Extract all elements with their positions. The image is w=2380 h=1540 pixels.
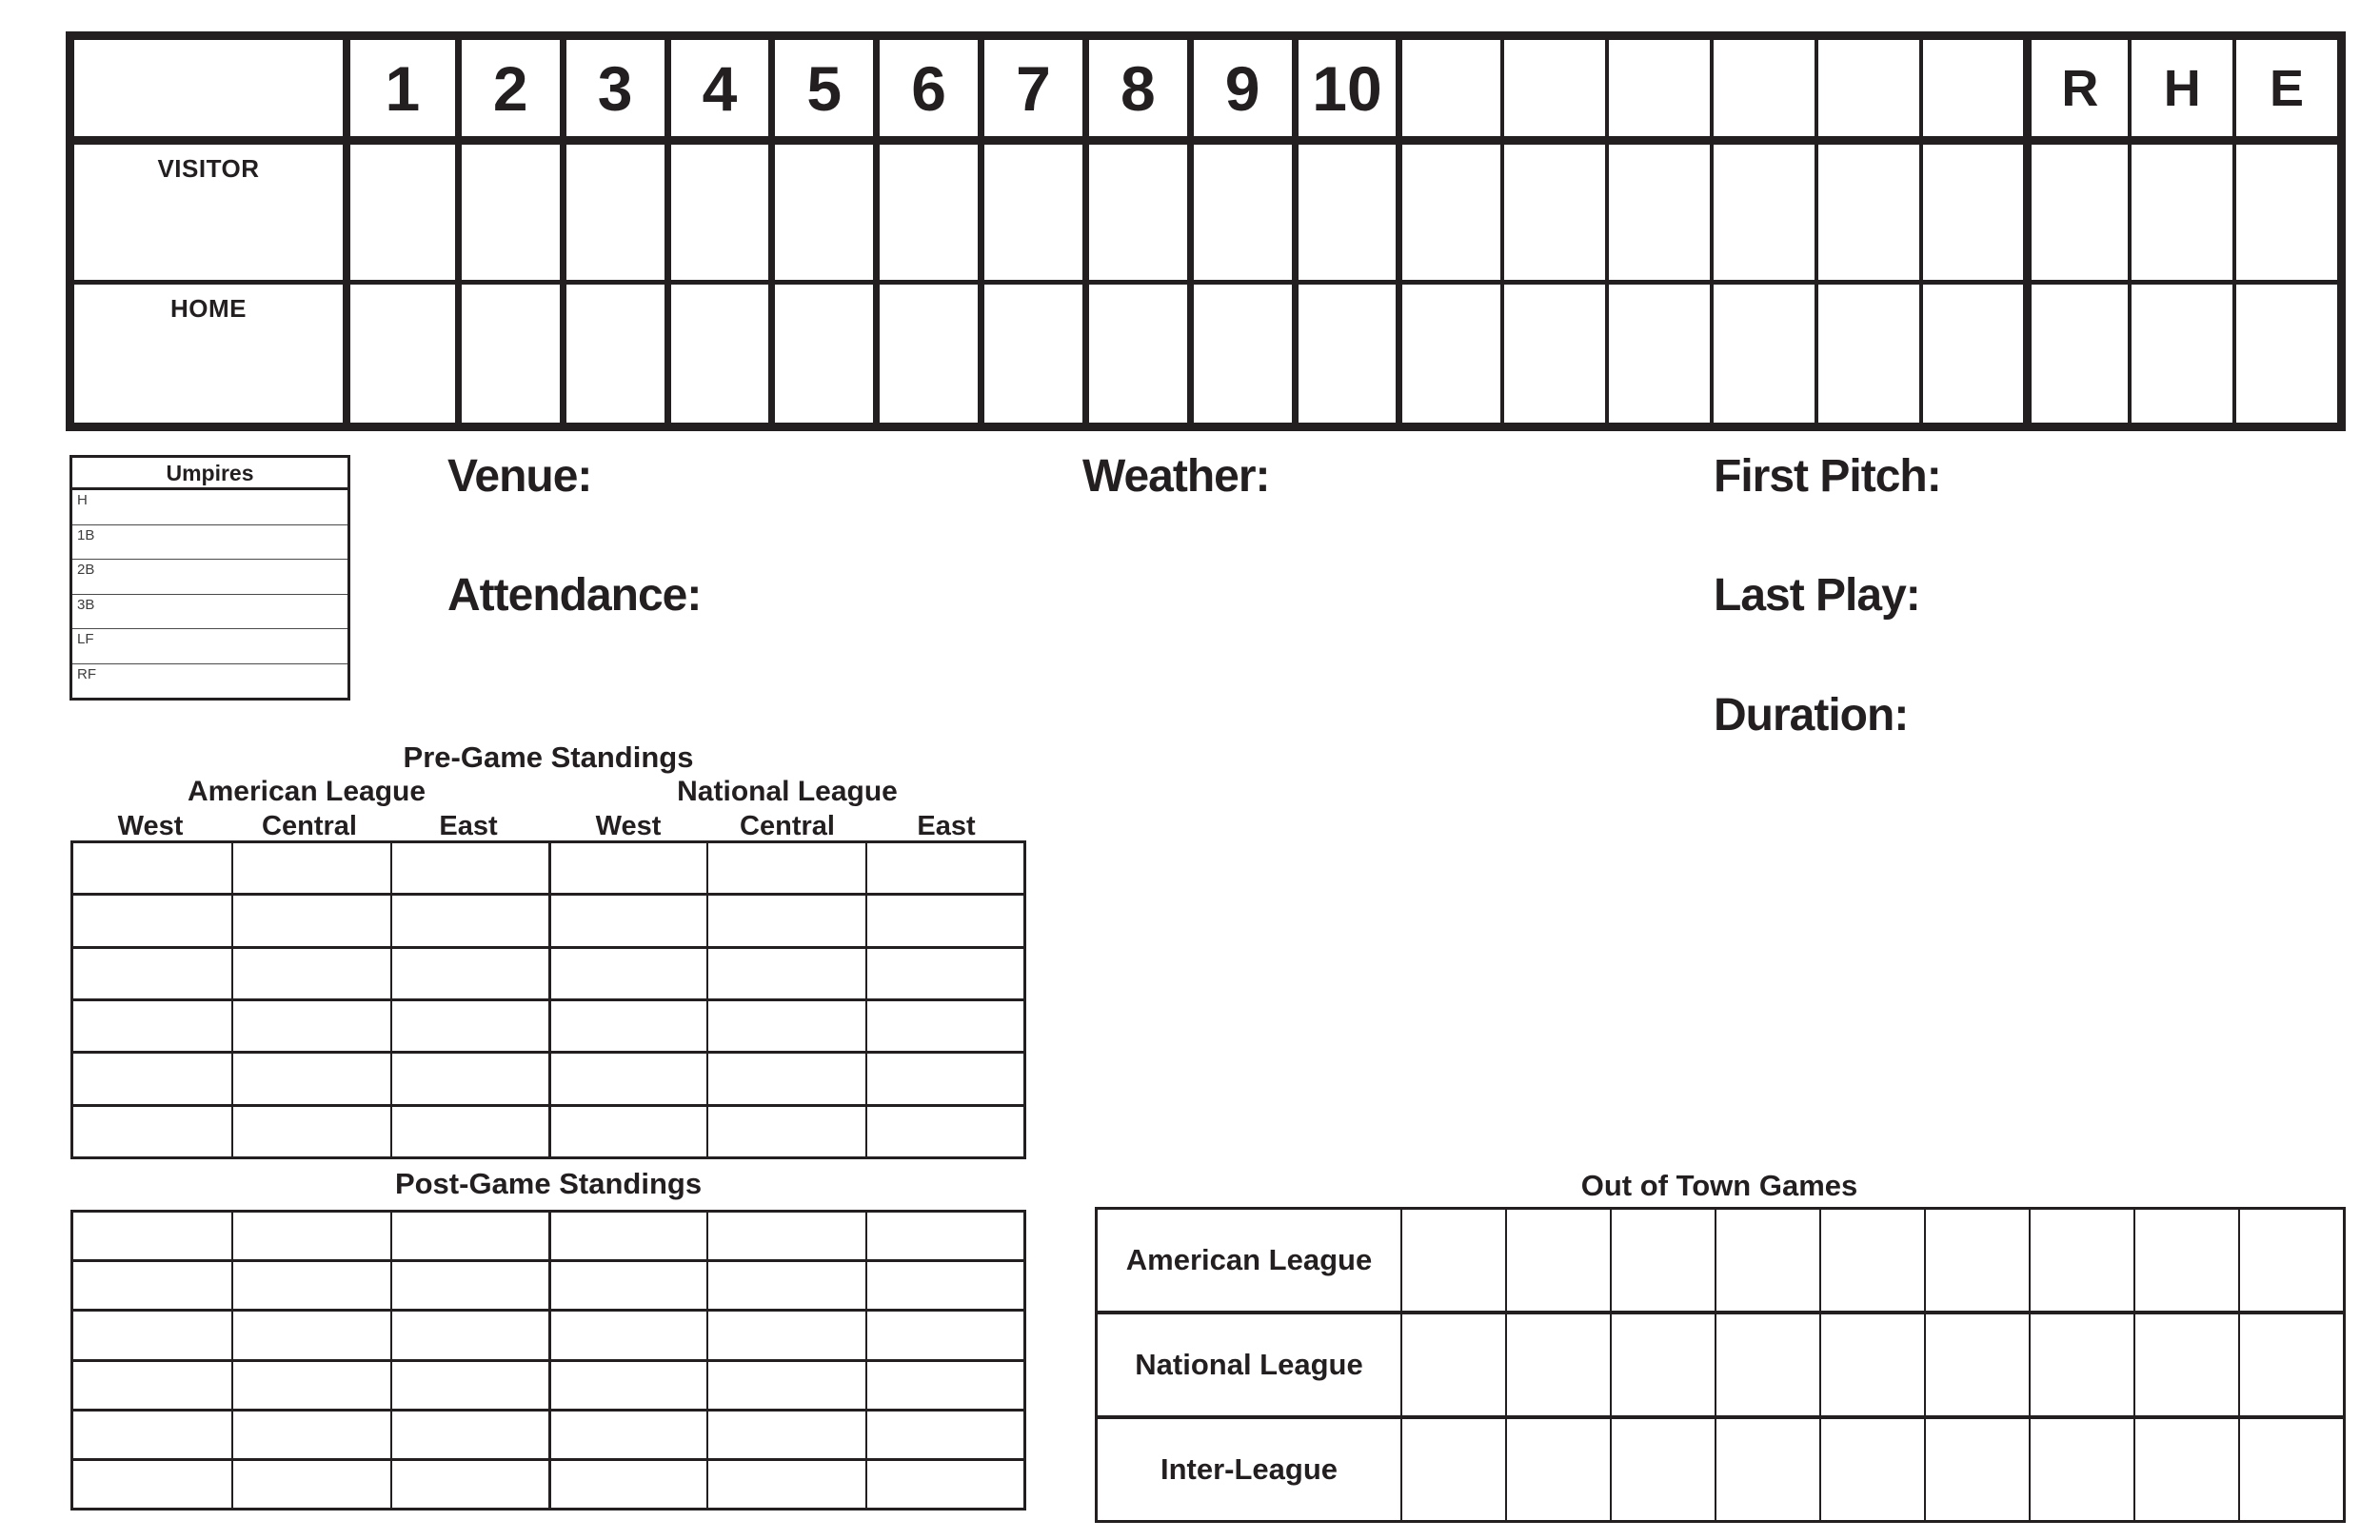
visitor-score-cell-18[interactable] <box>2128 145 2232 280</box>
inning-header-18: H <box>2128 40 2232 136</box>
postgame-r5-cell-6[interactable] <box>865 1412 1023 1458</box>
pregame-r2-cell-5[interactable] <box>706 896 864 945</box>
inning-header-5: 5 <box>768 40 873 136</box>
pregame-row-1 <box>73 843 1023 893</box>
oot-nl-game-cell-5[interactable] <box>1819 1314 1924 1415</box>
home-score-cell-3[interactable] <box>560 285 664 423</box>
postgame-r2-cell-5[interactable] <box>706 1262 864 1309</box>
postgame-r1-cell-3[interactable] <box>390 1213 548 1259</box>
oot-al-game-cell-3[interactable] <box>1610 1210 1715 1311</box>
inning-header-11 <box>1396 40 1500 136</box>
pregame-r1-cell-4[interactable] <box>548 843 706 893</box>
postgame-r5-cell-4[interactable] <box>548 1412 706 1458</box>
visitor-score-cell-10[interactable] <box>1292 145 1397 280</box>
pregame-r6-cell-1[interactable] <box>73 1107 231 1156</box>
pregame-r2-cell-1[interactable] <box>73 896 231 945</box>
scoreboard-visitor-row <box>74 145 2337 285</box>
duration-label: Duration: <box>1714 690 1909 740</box>
oot-nl-game-cell-1[interactable] <box>1400 1314 1505 1415</box>
oot-al-game-cell-8[interactable] <box>2133 1210 2238 1311</box>
scoreboard-corner-cell <box>74 40 350 136</box>
postgame-r5-cell-3[interactable] <box>390 1412 548 1458</box>
pregame-r6-cell-5[interactable] <box>706 1107 864 1156</box>
home-score-cell-9[interactable] <box>1187 285 1292 423</box>
visitor-score-cell-19[interactable] <box>2232 145 2337 280</box>
postgame-r4-cell-1[interactable] <box>73 1362 231 1409</box>
visitor-score-cell-15[interactable] <box>1815 145 1919 280</box>
pregame-standings-table <box>70 840 1026 1159</box>
home-label: HOME <box>74 285 350 423</box>
oot-al-game-cell-1[interactable] <box>1400 1210 1505 1311</box>
pregame-r2-cell-4[interactable] <box>548 896 706 945</box>
visitor-score-cell-12[interactable] <box>1500 145 1605 280</box>
oot-al-game-cell-9[interactable] <box>2238 1210 2343 1311</box>
pregame-r3-cell-3[interactable] <box>390 949 548 998</box>
postgame-r5-cell-5[interactable] <box>706 1412 864 1458</box>
pregame-r4-cell-2[interactable] <box>231 1001 389 1051</box>
oot-il-game-cell-8[interactable] <box>2133 1419 2238 1520</box>
pregame-r2-cell-6[interactable] <box>865 896 1023 945</box>
inning-header-13 <box>1605 40 1710 136</box>
pregame-r1-cell-1[interactable] <box>73 843 231 893</box>
division-header-nl-central: Central <box>740 811 835 841</box>
oot-il-game-cell-6[interactable] <box>1924 1419 2029 1520</box>
postgame-row-5 <box>73 1409 1023 1458</box>
pregame-r3-cell-2[interactable] <box>231 949 389 998</box>
postgame-r2-cell-1[interactable] <box>73 1262 231 1309</box>
linescore-scoreboard <box>66 31 2346 431</box>
postgame-row-6 <box>73 1458 1023 1508</box>
oot-nl-game-cell-8[interactable] <box>2133 1314 2238 1415</box>
visitor-score-cell-9[interactable] <box>1187 145 1292 280</box>
postgame-r4-cell-4[interactable] <box>548 1362 706 1409</box>
pregame-r4-cell-6[interactable] <box>865 1001 1023 1051</box>
american-league-heading: American League <box>187 776 426 807</box>
oot-nl-game-cell-9[interactable] <box>2238 1314 2343 1415</box>
postgame-r1-cell-1[interactable] <box>73 1213 231 1259</box>
pregame-standings-title: Pre-Game Standings <box>403 740 694 774</box>
umpires-table <box>69 455 350 701</box>
postgame-r1-cell-2[interactable] <box>231 1213 389 1259</box>
postgame-r3-cell-6[interactable] <box>865 1312 1023 1358</box>
postgame-r3-cell-3[interactable] <box>390 1312 548 1358</box>
division-header-al-east: East <box>439 811 498 841</box>
home-score-cell-19[interactable] <box>2232 285 2337 423</box>
inning-header-2: 2 <box>455 40 560 136</box>
oot-american-league-row <box>1098 1210 2343 1311</box>
home-score-cell-7[interactable] <box>978 285 1082 423</box>
scoreboard-header-row <box>74 40 2337 145</box>
postgame-r1-cell-6[interactable] <box>865 1213 1023 1259</box>
national-league-heading: National League <box>677 776 898 807</box>
visitor-score-cell-7[interactable] <box>978 145 1082 280</box>
pregame-r3-cell-5[interactable] <box>706 949 864 998</box>
out-of-town-table <box>1095 1207 2346 1523</box>
division-header-nl-east: East <box>917 811 976 841</box>
oot-il-game-cell-5[interactable] <box>1819 1419 1924 1520</box>
umpire-position-row-2[interactable]: 1B <box>72 524 347 560</box>
oot-il-game-cell-4[interactable] <box>1715 1419 1819 1520</box>
postgame-r4-cell-5[interactable] <box>706 1362 864 1409</box>
visitor-score-cell-14[interactable] <box>1710 145 1815 280</box>
postgame-r3-cell-5[interactable] <box>706 1312 864 1358</box>
umpire-position-row-3[interactable]: 2B <box>72 559 347 594</box>
oot-il-game-cell-7[interactable] <box>2029 1419 2133 1520</box>
postgame-row-3 <box>73 1309 1023 1358</box>
postgame-r3-cell-4[interactable] <box>548 1312 706 1358</box>
division-header-nl-west: West <box>595 811 662 841</box>
home-score-cell-16[interactable] <box>1919 285 2024 423</box>
home-score-cell-8[interactable] <box>1082 285 1187 423</box>
postgame-r4-cell-3[interactable] <box>390 1362 548 1409</box>
visitor-score-cell-1[interactable] <box>350 145 455 280</box>
inning-header-17: R <box>2023 40 2128 136</box>
visitor-score-cell-17[interactable] <box>2023 145 2128 280</box>
home-score-cell-1[interactable] <box>350 285 455 423</box>
home-score-cell-17[interactable] <box>2023 285 2128 423</box>
oot-al-game-cell-7[interactable] <box>2029 1210 2133 1311</box>
home-score-cell-2[interactable] <box>455 285 560 423</box>
pregame-r1-cell-6[interactable] <box>865 843 1023 893</box>
postgame-r2-cell-2[interactable] <box>231 1262 389 1309</box>
inning-header-9: 9 <box>1187 40 1292 136</box>
oot-nl-game-cell-7[interactable] <box>2029 1314 2133 1415</box>
postgame-r1-cell-5[interactable] <box>706 1213 864 1259</box>
visitor-score-cell-13[interactable] <box>1605 145 1710 280</box>
home-score-cell-10[interactable] <box>1292 285 1397 423</box>
inning-header-7: 7 <box>978 40 1082 136</box>
oot-american-league-label: American League <box>1125 1243 1373 1276</box>
division-header-al-west: West <box>117 811 184 841</box>
inning-header-8: 8 <box>1082 40 1187 136</box>
postgame-standings-table <box>70 1210 1026 1510</box>
inning-header-3: 3 <box>560 40 664 136</box>
postgame-r1-cell-4[interactable] <box>548 1213 706 1259</box>
visitor-score-cell-5[interactable] <box>768 145 873 280</box>
inning-header-14 <box>1710 40 1815 136</box>
inning-header-12 <box>1500 40 1605 136</box>
umpire-position-row-1[interactable]: H <box>77 492 88 508</box>
pregame-r3-cell-6[interactable] <box>865 949 1023 998</box>
postgame-r6-cell-6[interactable] <box>865 1461 1023 1508</box>
pregame-r3-cell-4[interactable] <box>548 949 706 998</box>
oot-al-game-cell-6[interactable] <box>1924 1210 2029 1311</box>
weather-label: Weather: <box>1082 451 1270 502</box>
pregame-row-2 <box>73 893 1023 945</box>
oot-al-game-cell-4[interactable] <box>1715 1210 1819 1311</box>
home-score-cell-13[interactable] <box>1605 285 1710 423</box>
postgame-r4-cell-6[interactable] <box>865 1362 1023 1409</box>
postgame-row-1 <box>73 1213 1023 1259</box>
scoreboard-home-row <box>74 285 2337 423</box>
inning-header-15 <box>1815 40 1919 136</box>
umpire-position-row-4[interactable]: 3B <box>72 594 347 629</box>
postgame-r2-cell-3[interactable] <box>390 1262 548 1309</box>
umpires-title: Umpires <box>72 458 347 490</box>
pregame-r1-cell-3[interactable] <box>390 843 548 893</box>
pregame-r1-cell-5[interactable] <box>706 843 864 893</box>
home-score-cell-12[interactable] <box>1500 285 1605 423</box>
oot-il-game-cell-9[interactable] <box>2238 1419 2343 1520</box>
postgame-r6-cell-1[interactable] <box>73 1461 231 1508</box>
pregame-r5-cell-3[interactable] <box>390 1054 548 1103</box>
inning-header-1: 1 <box>385 52 421 124</box>
umpire-position-row-6[interactable]: RF <box>72 663 347 699</box>
pregame-row-6 <box>73 1104 1023 1156</box>
pregame-r5-cell-5[interactable] <box>706 1054 864 1103</box>
pregame-row-3 <box>73 946 1023 998</box>
visitor-score-cell-8[interactable] <box>1082 145 1187 280</box>
postgame-r6-cell-4[interactable] <box>548 1461 706 1508</box>
pregame-r4-cell-4[interactable] <box>548 1001 706 1051</box>
pregame-r5-cell-2[interactable] <box>231 1054 389 1103</box>
oot-nl-game-cell-3[interactable] <box>1610 1314 1715 1415</box>
pregame-r2-cell-2[interactable] <box>231 896 389 945</box>
home-score-cell-18[interactable] <box>2128 285 2232 423</box>
inning-header-16 <box>1919 40 2024 136</box>
pregame-row-4 <box>73 998 1023 1051</box>
oot-al-game-cell-5[interactable] <box>1819 1210 1924 1311</box>
home-score-cell-6[interactable] <box>873 285 978 423</box>
postgame-r2-cell-6[interactable] <box>865 1262 1023 1309</box>
oot-il-game-cell-3[interactable] <box>1610 1419 1715 1520</box>
visitor-score-cell-2[interactable] <box>455 145 560 280</box>
pregame-r2-cell-3[interactable] <box>390 896 548 945</box>
visitor-score-cell-3[interactable] <box>560 145 664 280</box>
division-header-al-central: Central <box>262 811 357 841</box>
oot-nl-game-cell-4[interactable] <box>1715 1314 1819 1415</box>
postgame-r6-cell-5[interactable] <box>706 1461 864 1508</box>
oot-nl-game-cell-6[interactable] <box>1924 1314 2029 1415</box>
oot-national-league-label: National League <box>1135 1348 1363 1381</box>
oot-inter-league-row <box>1098 1415 2343 1520</box>
home-score-cell-11[interactable] <box>1396 285 1500 423</box>
pregame-r1-cell-2[interactable] <box>231 843 389 893</box>
out-of-town-title: Out of Town Games <box>1580 1169 1858 1202</box>
pregame-r5-cell-4[interactable] <box>548 1054 706 1103</box>
postgame-row-2 <box>73 1259 1023 1309</box>
venue-label: Venue: <box>447 451 592 502</box>
home-score-cell-14[interactable] <box>1710 285 1815 423</box>
oot-inter-league-label: Inter-League <box>1160 1452 1339 1486</box>
visitor-score-cell-16[interactable] <box>1919 145 2024 280</box>
home-score-cell-15[interactable] <box>1815 285 1919 423</box>
pregame-r3-cell-1[interactable] <box>73 949 231 998</box>
home-score-cell-5[interactable] <box>768 285 873 423</box>
postgame-r3-cell-2[interactable] <box>231 1312 389 1358</box>
postgame-r6-cell-2[interactable] <box>231 1461 389 1508</box>
pregame-r5-cell-1[interactable] <box>73 1054 231 1103</box>
visitor-score-cell-6[interactable] <box>873 145 978 280</box>
oot-il-game-cell-1[interactable] <box>1400 1419 1505 1520</box>
postgame-standings-title: Post-Game Standings <box>394 1167 703 1200</box>
oot-al-game-cell-2[interactable] <box>1505 1210 1610 1311</box>
pregame-r4-cell-3[interactable] <box>390 1001 548 1051</box>
inning-header-6: 6 <box>873 40 978 136</box>
pregame-r6-cell-6[interactable] <box>865 1107 1023 1156</box>
inning-header-4: 4 <box>664 40 769 136</box>
first-pitch-label: First Pitch: <box>1714 451 1941 502</box>
postgame-row-4 <box>73 1359 1023 1409</box>
attendance-label: Attendance: <box>447 570 702 621</box>
oot-national-league-row <box>1098 1311 2343 1415</box>
pregame-r5-cell-6[interactable] <box>865 1054 1023 1103</box>
postgame-r6-cell-3[interactable] <box>390 1461 548 1508</box>
inning-header-10: 10 <box>1292 40 1397 136</box>
pregame-r4-cell-1[interactable] <box>73 1001 231 1051</box>
postgame-r3-cell-1[interactable] <box>73 1312 231 1358</box>
postgame-r5-cell-1[interactable] <box>73 1412 231 1458</box>
oot-il-game-cell-2[interactable] <box>1505 1419 1610 1520</box>
visitor-score-cell-4[interactable] <box>664 145 769 280</box>
postgame-r5-cell-2[interactable] <box>231 1412 389 1458</box>
visitor-label: VISITOR <box>74 145 350 280</box>
postgame-r4-cell-2[interactable] <box>231 1362 389 1409</box>
oot-nl-game-cell-2[interactable] <box>1505 1314 1610 1415</box>
pregame-r6-cell-2[interactable] <box>231 1107 389 1156</box>
pregame-row-5 <box>73 1051 1023 1103</box>
umpire-position-row-5[interactable]: LF <box>72 628 347 663</box>
last-play-label: Last Play: <box>1714 570 1920 621</box>
home-score-cell-4[interactable] <box>664 285 769 423</box>
pregame-r4-cell-5[interactable] <box>706 1001 864 1051</box>
inning-header-19: E <box>2232 40 2337 136</box>
postgame-r2-cell-4[interactable] <box>548 1262 706 1309</box>
visitor-score-cell-11[interactable] <box>1396 145 1500 280</box>
pregame-r6-cell-3[interactable] <box>390 1107 548 1156</box>
pregame-r6-cell-4[interactable] <box>548 1107 706 1156</box>
